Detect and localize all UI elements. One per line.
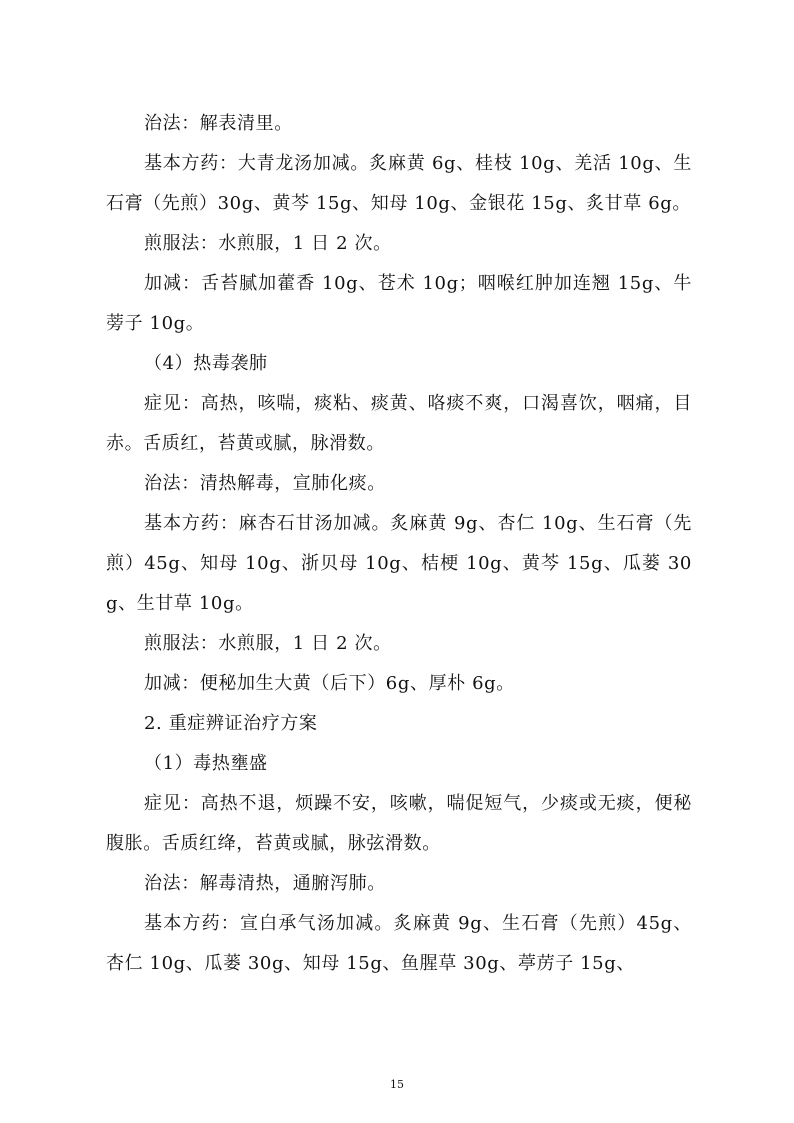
page-number: 15 <box>390 1078 404 1091</box>
paragraph-modification: 加减：舌苔腻加藿香 10g、苍术 10g；咽喉红肿加连翘 15g、牛蒡子 10g。 <box>106 273 692 334</box>
paragraph-decoction-method-2: 煎服法：水煎服，1 日 2 次。 <box>144 633 392 654</box>
section-heading-severe-cases: 2. 重症辨证治疗方案 <box>144 713 318 734</box>
paragraph-symptoms: 症见：高热，咳喘，痰粘、痰黄、咯痰不爽，口渴喜饮，咽痛，目赤。舌质红，苔黄或腻，脉滑数。 <box>106 393 692 454</box>
paragraph-treatment-principle-2: 治法：清热解毒，宣肺化痰。 <box>144 473 386 494</box>
section-heading-toxic-heat: （1）毒热壅盛 <box>144 753 268 774</box>
paragraph-basic-prescription: 基本方药：大青龙汤加减。炙麻黄 6g、桂枝 10g、羌活 10g、生石膏（先煎）30g、黄芩 15g、知母 10g、金银花 15g、炙甘草 6g。 <box>106 153 692 214</box>
paragraph-decoction-method: 煎服法：水煎服，1 日 2 次。 <box>144 233 392 254</box>
section-heading-heat-toxin-lung: （4）热毒袭肺 <box>144 353 268 374</box>
paragraph-basic-prescription-3: 基本方药：宣白承气汤加减。炙麻黄 9g、生石膏（先煎）45g、杏仁 10g、瓜蒌 30g、知母 15g、鱼腥草 30g、葶苈子 15g、 <box>106 913 692 974</box>
paragraph-symptoms-2: 症见：高热不退，烦躁不安，咳嗽，喘促短气，少痰或无痰，便秘腹胀。舌质红绛，苔黄或腻，脉弦滑数。 <box>106 793 692 854</box>
paragraph-basic-prescription-2: 基本方药：麻杏石甘汤加减。炙麻黄 9g、杏仁 10g、生石膏（先煎）45g、知母 10g、浙贝母 10g、桔梗 10g、黄芩 15g、瓜蒌 30g、生甘草 10g。 <box>106 513 692 614</box>
paragraph-modification-2: 加减：便秘加生大黄（后下）6g、厚朴 6g。 <box>144 673 515 694</box>
page-body <box>106 104 692 984</box>
paragraph-treatment-principle-3: 治法：解毒清热，通腑泻肺。 <box>144 873 386 894</box>
paragraph-treatment-principle: 治法：解表清里。 <box>144 113 293 134</box>
